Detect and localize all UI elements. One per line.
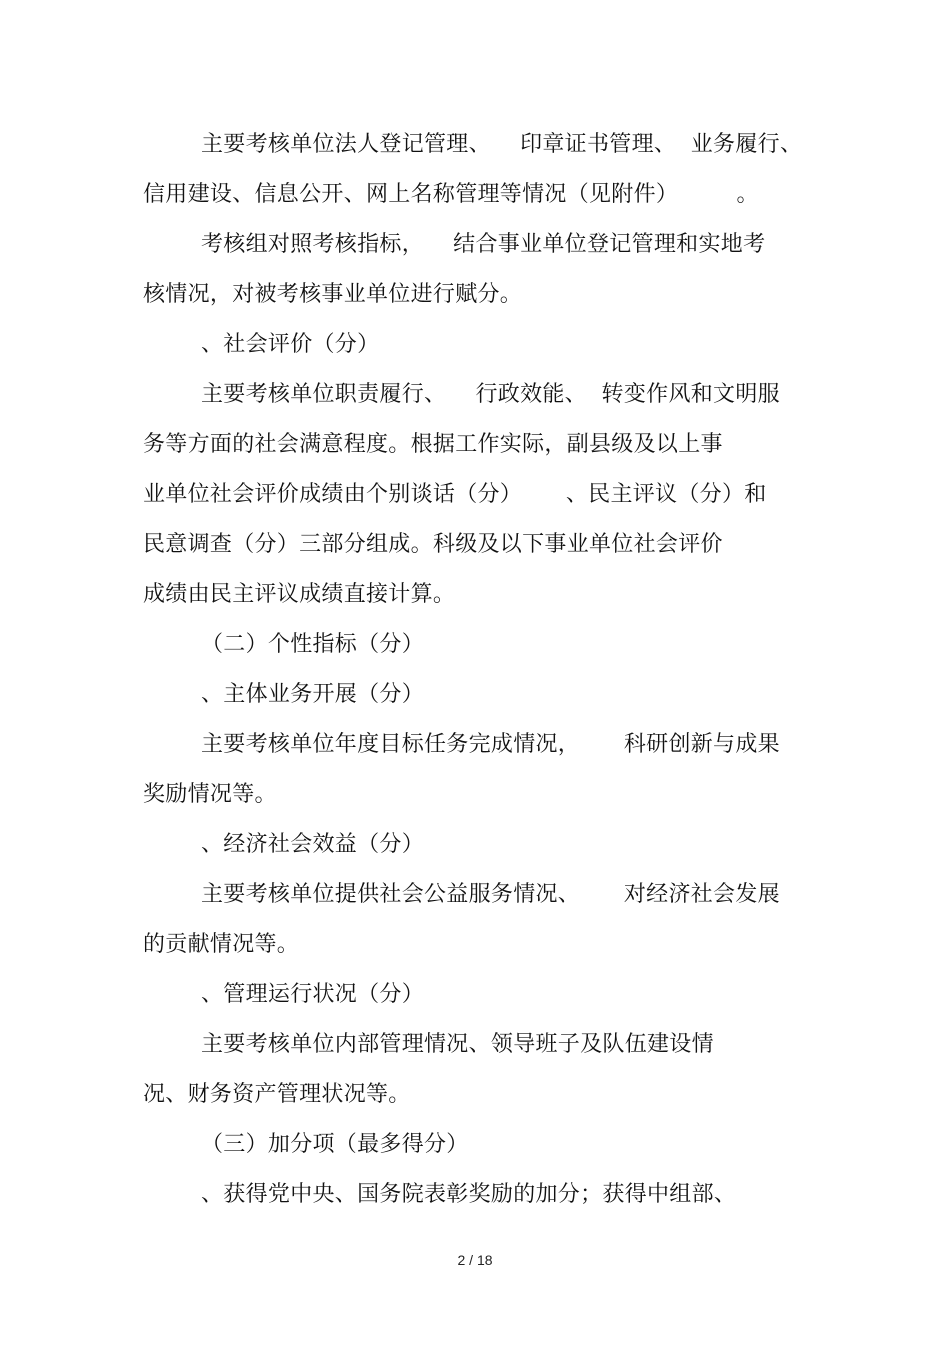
text-line-6: 主要考核单位职责履行、 行政效能、 转变作风和文明服 [201, 382, 780, 407]
text-line-9: 民意调查（分）三部分组成。科级及以下事业单位社会评价 [143, 532, 723, 557]
text-line-7: 务等方面的社会满意程度。根据工作实际，副县级及以上事 [143, 432, 723, 457]
section-heading-individual-indicators: （二）个性指标（分） [201, 632, 425, 657]
text-line-10: 成绩由民主评议成绩直接计算。 [143, 582, 456, 607]
text-line-8: 业单位社会评价成绩由个别谈话（分） 、民主评议（分）和 [143, 482, 767, 507]
text-line-14: 奖励情况等。 [143, 782, 277, 807]
text-line-17: 的贡献情况等。 [143, 932, 300, 957]
text-line-4: 核情况，对被考核事业单位进行赋分。 [143, 282, 523, 307]
section-heading-management-operation: 、管理运行状况（分） [201, 982, 425, 1007]
section-heading-economic-social-benefits: 、经济社会效益（分） [201, 832, 425, 857]
text-line-2: 信用建设、信息公开、网上名称管理等情况（见附件） 。 [143, 182, 759, 207]
section-heading-social-evaluation: 、社会评价（分） [201, 332, 380, 357]
text-line-16: 主要考核单位提供社会公益服务情况、 对经济社会发展 [201, 882, 780, 907]
section-heading-main-business: 、主体业务开展（分） [201, 682, 425, 707]
page-number: 2 / 18 [457, 1252, 493, 1268]
text-line-19: 主要考核单位内部管理情况、领导班子及队伍建设情 [201, 1032, 714, 1057]
text-line-13: 主要考核单位年度目标任务完成情况， 科研创新与成果 [201, 732, 780, 757]
section-heading-bonus-items: （三）加分项（最多得分） [201, 1132, 469, 1157]
text-line-20: 况、财务资产管理状况等。 [143, 1082, 411, 1107]
text-line-3: 考核组对照考核指标， 结合事业单位登记管理和实地考 [201, 232, 766, 257]
text-line-1: 主要考核单位法人登记管理、 印章证书管理、 业务履行、 [201, 132, 803, 157]
text-line-22: 、获得党中央、国务院表彰奖励的加分；获得中组部、 [201, 1182, 737, 1207]
